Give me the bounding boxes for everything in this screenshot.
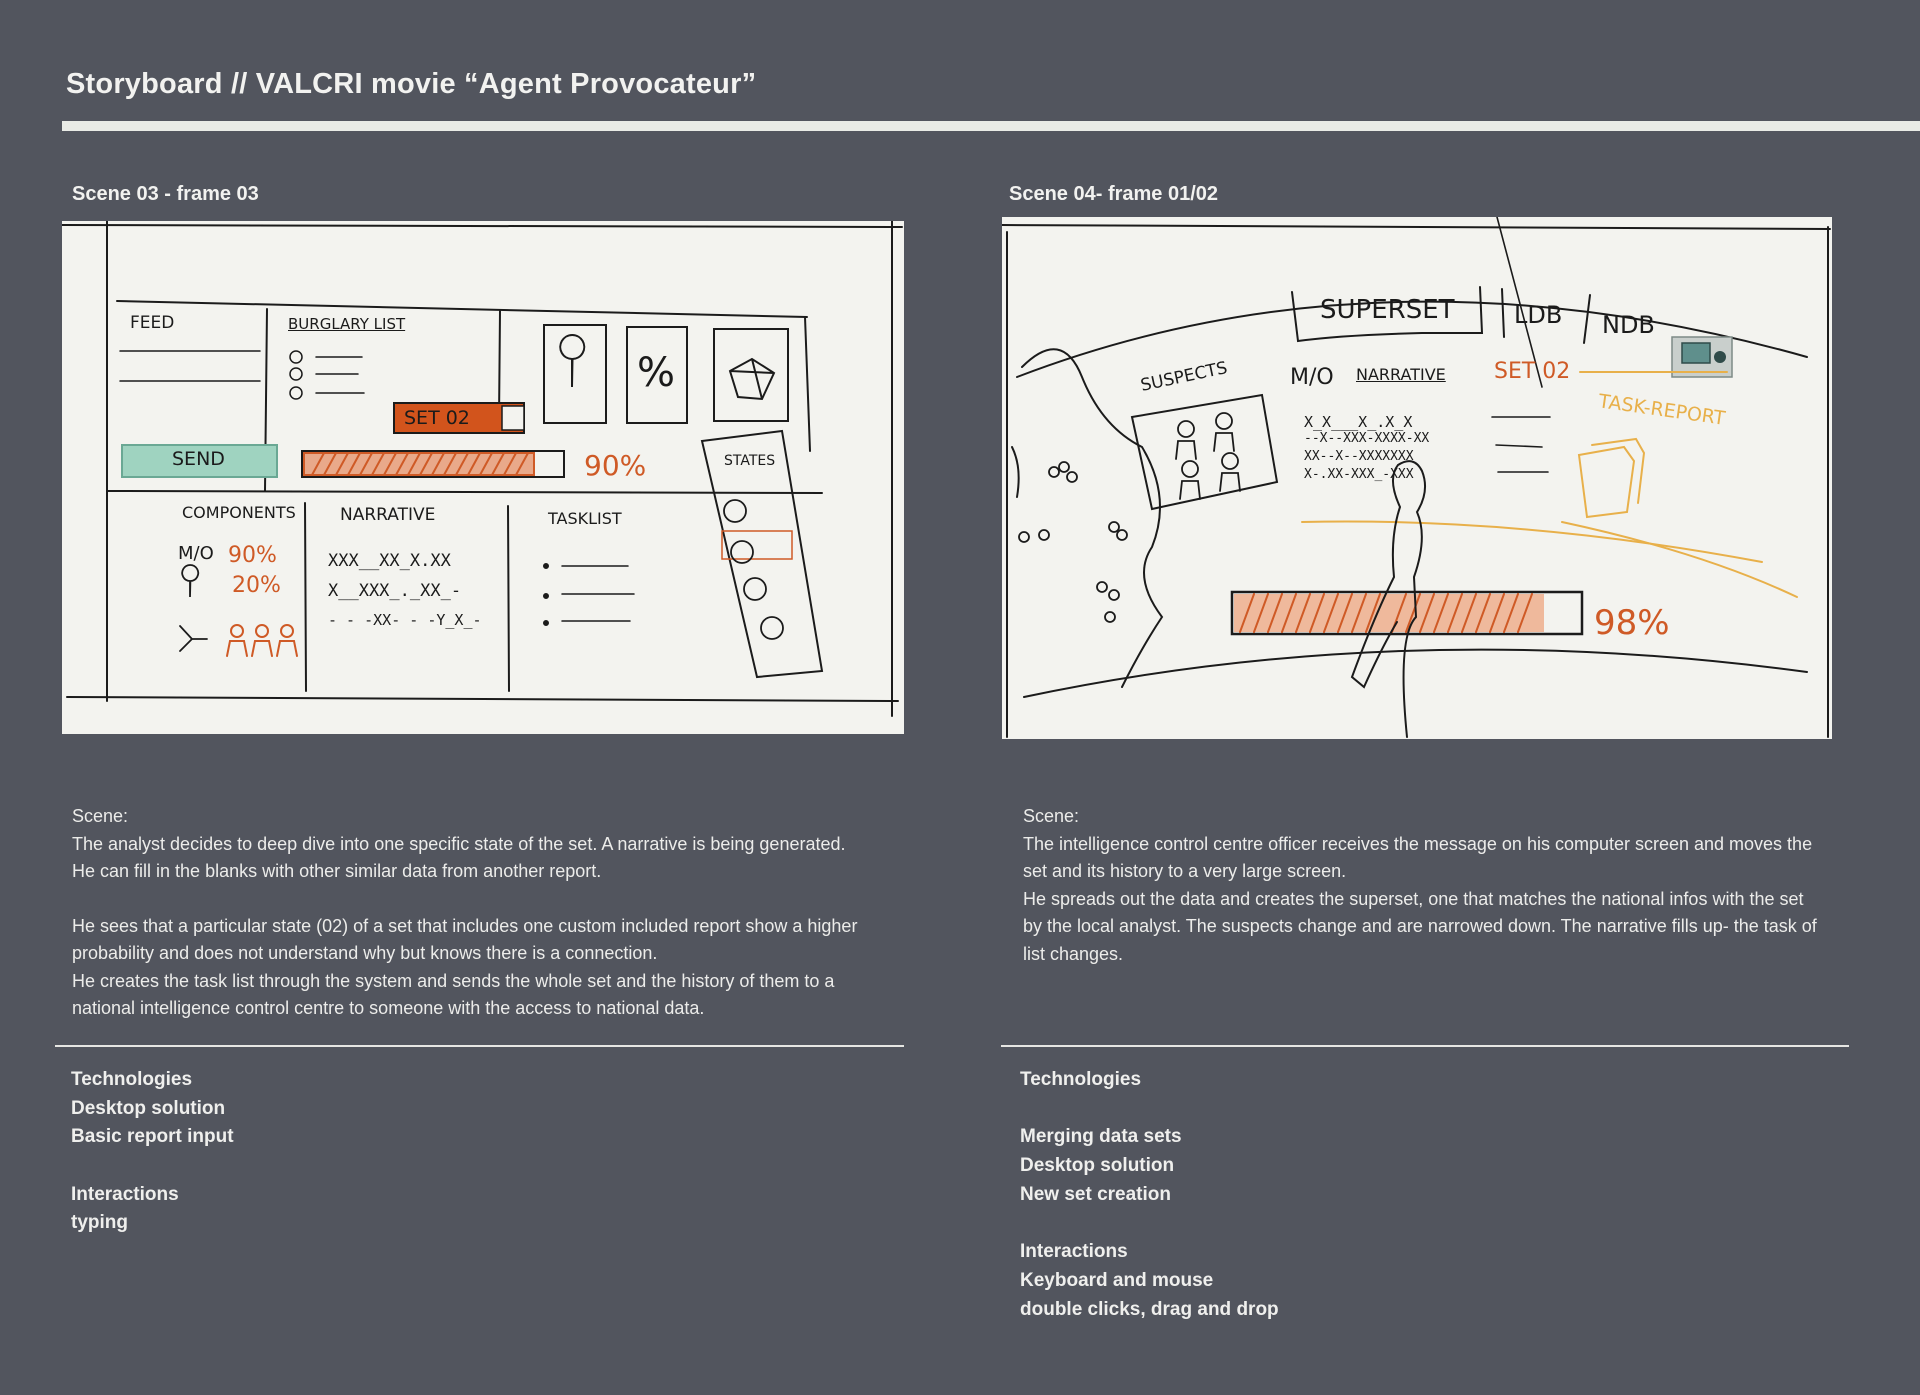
narrative-line-1: XXX__XX_X.XX bbox=[328, 551, 451, 571]
narrative-label: NARRATIVE bbox=[340, 505, 436, 525]
narrative-line-4: X-.XX-XXX_-XXX bbox=[1304, 467, 1414, 482]
states-label: STATES bbox=[724, 453, 776, 469]
narrative-line-3: - - -XX- - -Y_X_- bbox=[328, 611, 482, 629]
narrative-line-2: X__XXX_._XX_- bbox=[328, 581, 462, 601]
right-paragraph-1: The intelligence control centre officer receives the message on his computer screen and moves the set and its history to a very large screen. bbox=[1023, 833, 1813, 881]
progress-percent: 98% bbox=[1594, 603, 1670, 643]
narrative-line-3: XX--X--XXXXXXX bbox=[1304, 449, 1414, 464]
right-tech-heading: Technologies bbox=[1020, 1069, 1142, 1090]
progress-percent: 90% bbox=[584, 449, 647, 482]
left-sketch-frame bbox=[62, 221, 904, 734]
feed-label: FEED bbox=[130, 313, 175, 333]
mo-label: M/O bbox=[178, 543, 214, 564]
left-interactions-heading: Interactions bbox=[71, 1183, 179, 1205]
right-frame-label: Scene 04- frame 01/02 bbox=[1009, 183, 1219, 205]
left-interaction-item: typing bbox=[71, 1212, 128, 1234]
left-paragraph-2: He sees that a particular state (02) of a set that includes one custom included report show a higher probability and does not understand why but knows there is a connection. bbox=[72, 915, 858, 963]
mo-label: M/O bbox=[1290, 365, 1334, 390]
send-button[interactable]: SEND bbox=[172, 448, 225, 470]
page-title: Storyboard // VALCRI movie “Agent Provocateur” bbox=[66, 68, 757, 100]
title-divider bbox=[62, 121, 1920, 131]
left-description bbox=[72, 803, 862, 1023]
right-tech-spacer bbox=[1020, 1209, 1279, 1238]
narrative-line-1: X_X___X_.X_X bbox=[1304, 413, 1413, 431]
left-paragraph-3: He creates the task list through the system and sends the whole set and the history of them to a national intelligence control centre to someone with the access to national data. bbox=[72, 970, 835, 1018]
burglary-list-label: BURGLARY LIST bbox=[288, 315, 406, 333]
left-divider bbox=[55, 1045, 904, 1047]
left-tech-heading: Technologies bbox=[71, 1069, 193, 1090]
component-pct-1: 90% bbox=[228, 543, 277, 568]
right-description bbox=[1023, 803, 1823, 968]
ndb-tab[interactable]: NDB bbox=[1602, 311, 1655, 339]
right-technologies bbox=[1020, 1066, 1279, 1324]
narrative-line-2: --X--XXX-XXXX-XX bbox=[1304, 431, 1430, 446]
ldb-tab[interactable]: LDB bbox=[1514, 301, 1563, 329]
set-badge: SET 02 bbox=[1494, 359, 1571, 384]
right-divider bbox=[1001, 1045, 1849, 1047]
right-paragraph-2: He spreads out the data and creates the superset, one that matches the national infos with the set by the local analyst. The suspects change and are narrowed down. The narrative fills up- the task of list changes. bbox=[1023, 888, 1817, 964]
right-tech-item: Merging data sets bbox=[1020, 1126, 1182, 1148]
svg-text:%: % bbox=[637, 350, 676, 396]
left-paragraph-1: The analyst decides to deep dive into one specific state of the set. A narrative is being generated. He can fill in the blanks with other similar data from another report. bbox=[72, 833, 846, 881]
components-label: COMPONENTS bbox=[182, 503, 296, 522]
right-interactions-heading: Interactions bbox=[1020, 1241, 1128, 1263]
right-scene-heading: Scene: bbox=[1023, 806, 1080, 826]
narrative-label: NARRATIVE bbox=[1356, 365, 1446, 384]
left-tech-item: Basic report input bbox=[71, 1126, 234, 1148]
right-interaction-item: Keyboard and mouse bbox=[1020, 1269, 1214, 1291]
left-tech-item: Desktop solution bbox=[71, 1097, 226, 1119]
right-tech-item: New set creation bbox=[1020, 1183, 1171, 1205]
tasklist-label: TASKLIST bbox=[548, 509, 622, 528]
component-pct-2: 20% bbox=[232, 573, 281, 598]
left-scene-heading: Scene: bbox=[72, 806, 129, 826]
right-interaction-item: double clicks, drag and drop bbox=[1020, 1298, 1279, 1320]
set-badge: SET 02 bbox=[404, 407, 470, 429]
right-sketch-frame bbox=[1002, 217, 1832, 739]
superset-tab[interactable]: SUPERSET bbox=[1320, 295, 1455, 325]
right-tech-item: Desktop solution bbox=[1020, 1155, 1175, 1177]
right-tech-spacer bbox=[1020, 1095, 1279, 1124]
suspects-label: SUSPECTS bbox=[1138, 358, 1230, 396]
left-tech-spacer bbox=[71, 1152, 234, 1181]
task-report-label: TASK-REPORT bbox=[1597, 390, 1727, 430]
left-technologies bbox=[71, 1066, 234, 1238]
left-frame-label: Scene 03 - frame 03 bbox=[72, 183, 259, 205]
